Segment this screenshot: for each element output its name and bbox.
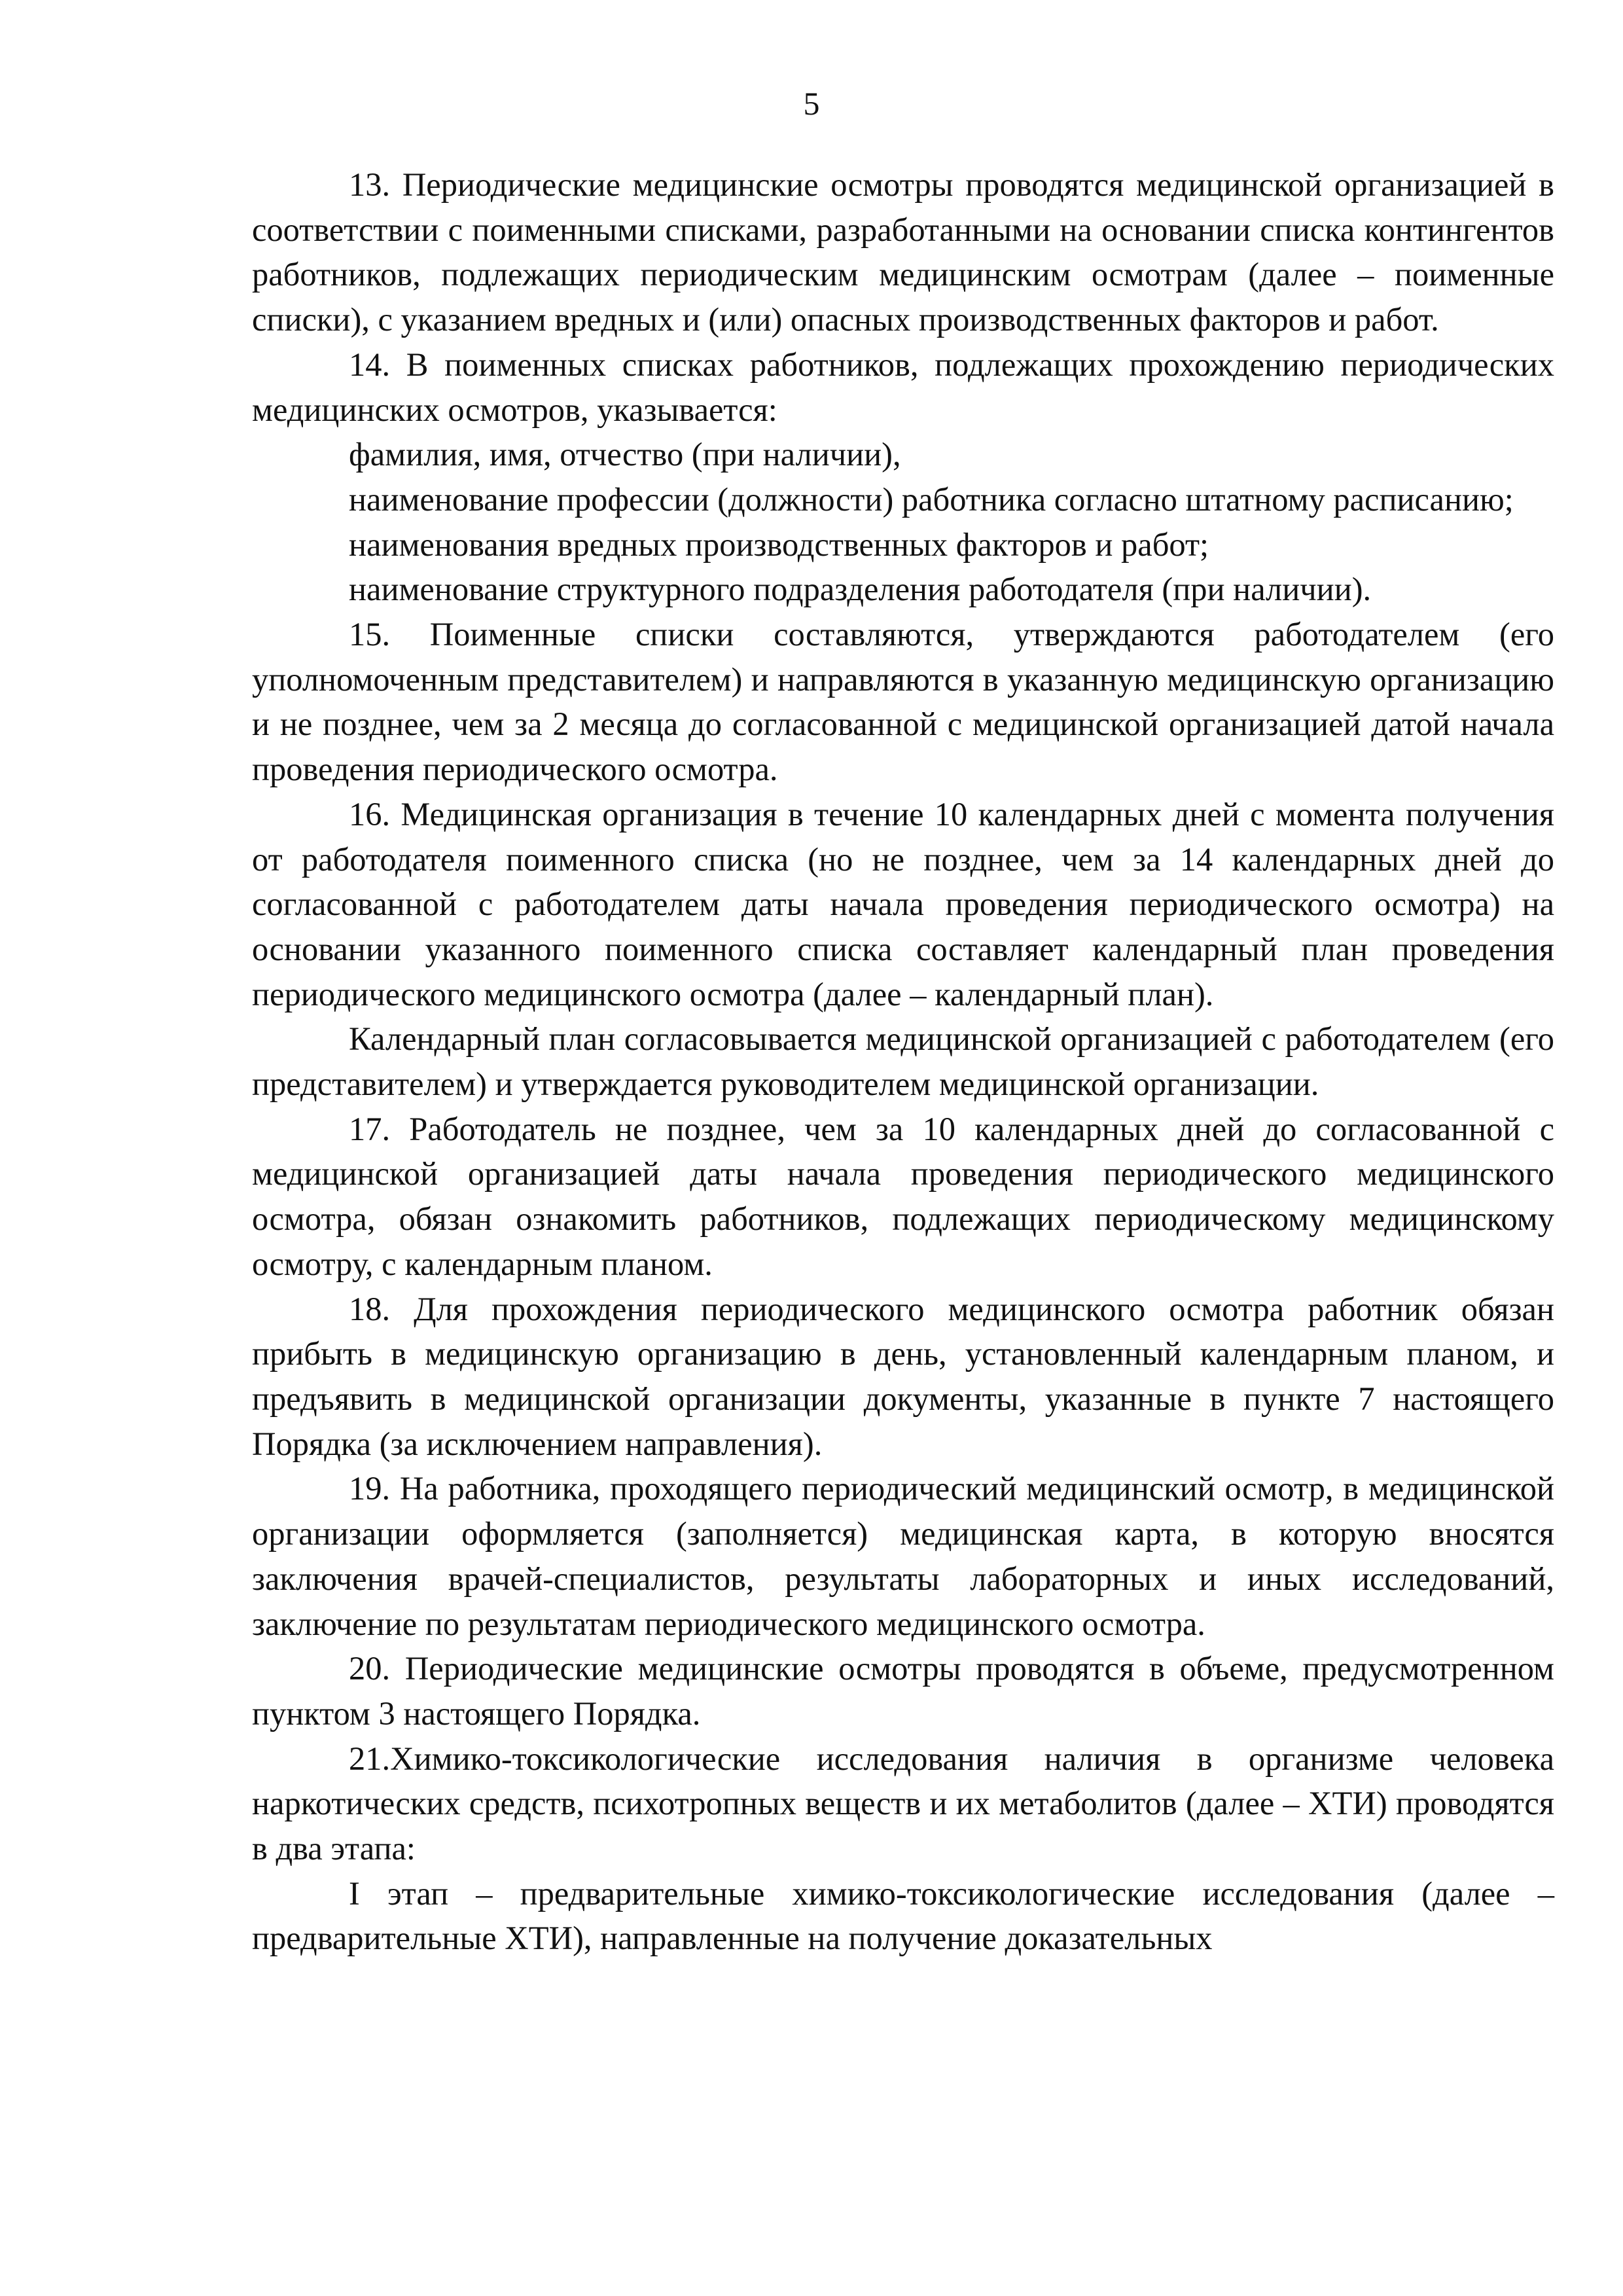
paragraph-16: 16. Медицинская организация в течение 10 календарных дней с момента получения от работодателя поименного списка (но не позднее, чем за 14 календарных дней до согласованной с работодателем даты начала проведения периодического осмотра) на основании указанного поименного списка составляет календарный план проведения периодического медицинского осмотра (далее – календарный план).	[252, 795, 1554, 1013]
paragraph-20: 20. Периодические медицинские осмотры проводятся в объеме, предусмотренном пунктом 3 настоящего Порядка.	[252, 1650, 1554, 1732]
paragraph-15: 15. Поименные списки составляются, утверждаются работодателем (его уполномоченным представителем) и направляются в указанную медицинскую организацию и не позднее, чем за 2 месяца до согласованной с медицинской организацией датой начала проведения периодического осмотра.	[252, 616, 1554, 788]
page-number: 5	[803, 85, 820, 122]
paragraph-21-stage-1: I этап – предварительные химико-токсикологические исследования (далее – предварительные ХТИ), направленные на получение доказательных	[252, 1874, 1554, 1957]
list-item-hazard-factors: наименования вредных производственных факторов и работ;	[349, 526, 1209, 563]
paragraph-14: 14. В поименных списках работников, подлежащих прохождению периодических медицинских осмотров, указывается:	[252, 346, 1554, 428]
list-item-profession: наименование профессии (должности) работника согласно штатному расписанию;	[349, 480, 1514, 518]
list-item-full-name: фамилия, имя, отчество (при наличии),	[349, 436, 901, 473]
paragraph-16-calendar-plan: Календарный план согласовывается медицинской организацией с работодателем (его представителем) и утверждается руководителем медицинской организации.	[252, 1020, 1554, 1103]
paragraph-19: 19. На работника, проходящего периодический медицинский осмотр, в медицинской организации оформляется (заполняется) медицинская карта, в которую вносятся заключения врачей-специалистов, результаты лабораторных и иных исследований, заключение по результатам периодического медицинского осмотра.	[252, 1470, 1554, 1642]
paragraph-17: 17. Работодатель не позднее, чем за 10 календарных дней до согласованной с медицинской организацией даты начала проведения периодического медицинского осмотра, обязан ознакомить работников, подлежащих периодическому медицинскому осмотру, с календарным планом.	[252, 1110, 1554, 1282]
paragraph-18: 18. Для прохождения периодического медицинского осмотра работник обязан прибыть в медицинскую организацию в день, установленный календарным планом, и предъявить в медицинской организации документы, указанные в пункте 7 настоящего Порядка (за исключением направления).	[252, 1290, 1554, 1462]
list-item-department: наименование структурного подразделения работодателя (при наличии).	[349, 571, 1372, 608]
paragraph-21: 21.Химико-токсикологические исследования наличия в организме человека наркотических средств, психотропных веществ и их метаболитов (далее – ХТИ) проводятся в два этапа:	[252, 1740, 1554, 1867]
document-body	[252, 162, 1554, 1961]
paragraph-13: 13. Периодические медицинские осмотры проводятся медицинской организацией в соответствии с поименными списками, разработанными на основании списка контингентов работников, подлежащих периодическим медицинским осмотрам (далее – поименные списки), с указанием вредных и (или) опасных производственных факторов и работ.	[252, 166, 1554, 338]
